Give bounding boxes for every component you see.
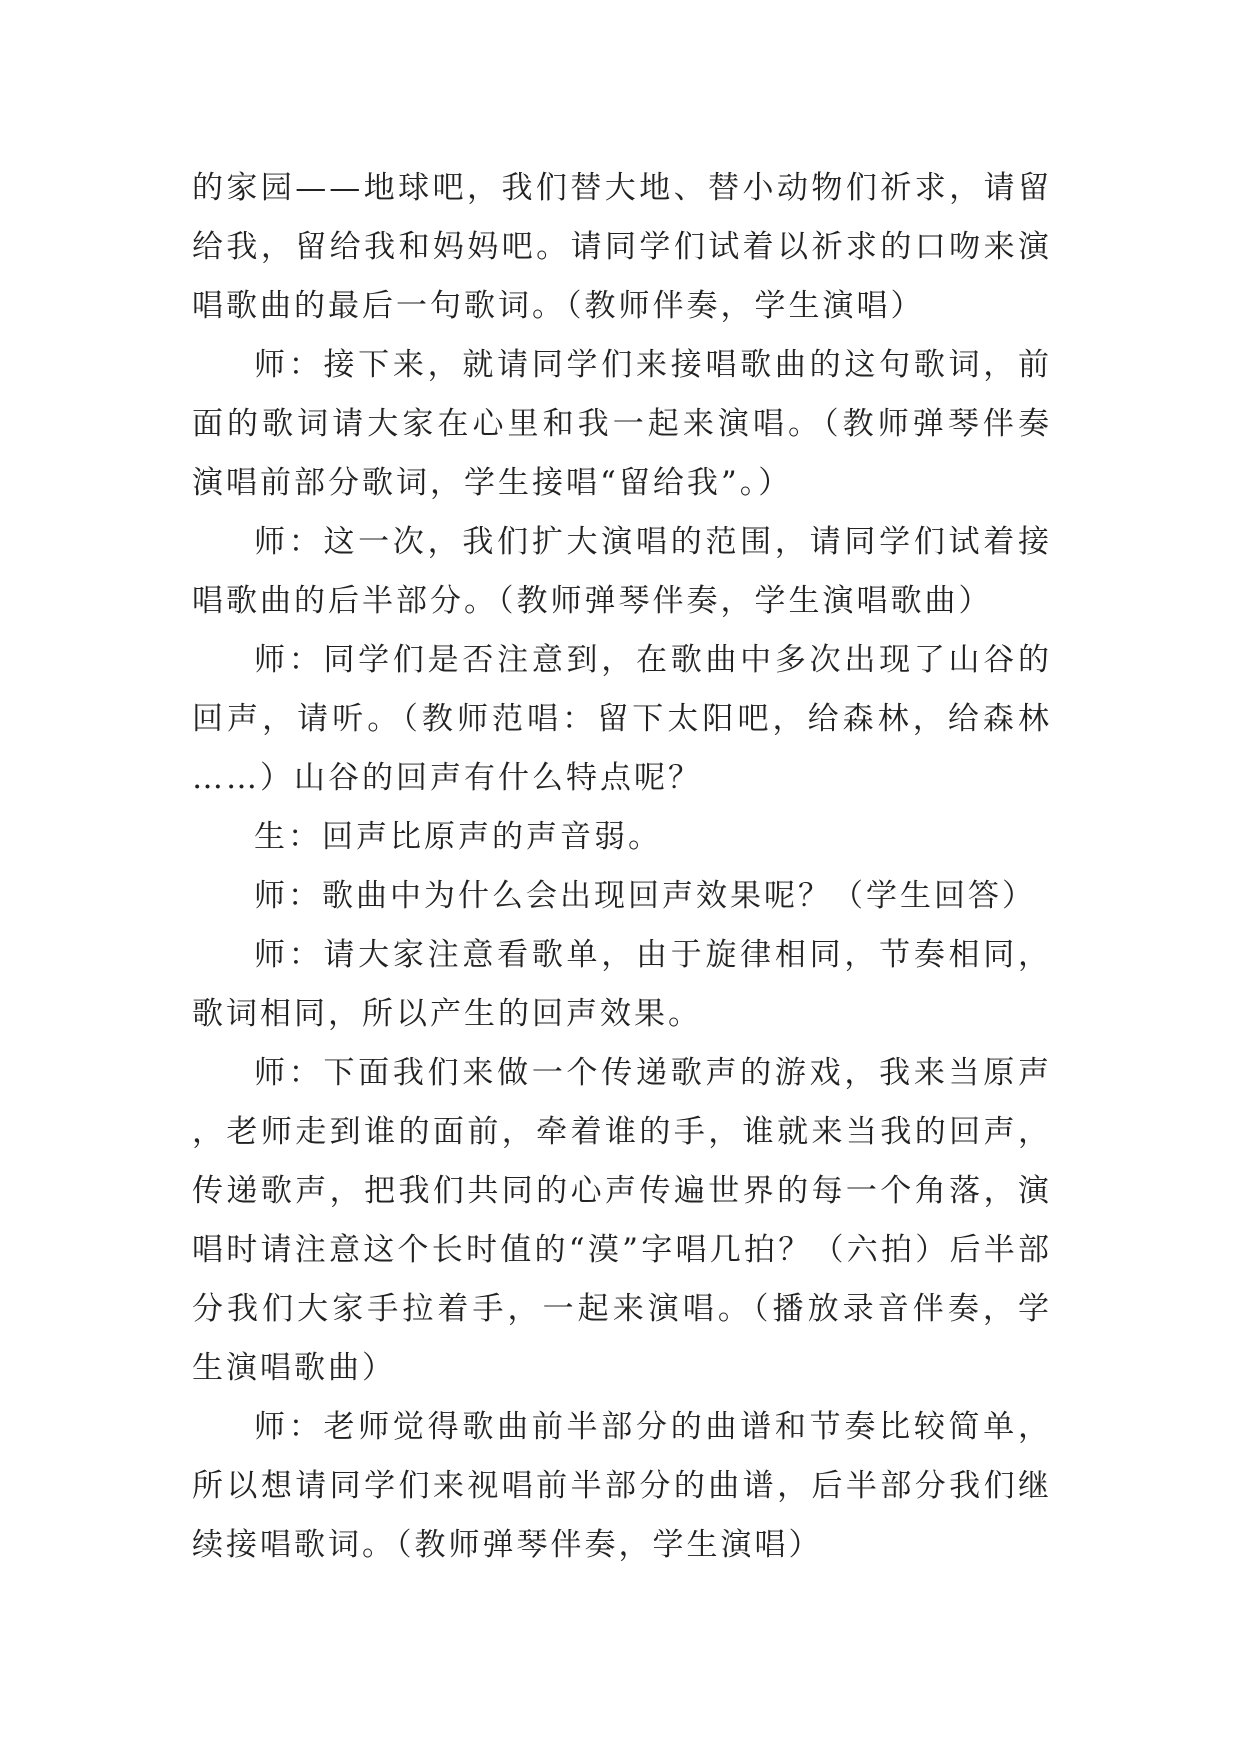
paragraph-4: 师：同学们是否注意到，在歌曲中多次出现了山谷的回声，请听。（教师范唱：留下太阳吧，给森林，给森林……）山谷的回声有什么特点呢？ bbox=[192, 642, 1052, 796]
paragraph-2: 师：接下来，就请同学们来接唱歌曲的这句歌词，前面的歌词请大家在心里和我一起来演唱。（教师弹琴伴奏演唱前部分歌词，学生接唱“留给我”。） bbox=[192, 347, 1052, 501]
paragraph-3: 师：这一次，我们扩大演唱的范围，请同学们试着接唱歌曲的后半部分。（教师弹琴伴奏，学生演唱歌曲） bbox=[192, 524, 1052, 619]
document-body bbox=[192, 159, 1052, 1575]
paragraph-5: 生：回声比原声的声音弱。 bbox=[254, 819, 662, 855]
paragraph-7: 师：请大家注意看歌单，由于旋律相同，节奏相同，歌词相同，所以产生的回声效果。 bbox=[192, 937, 1052, 1032]
paragraph-6: 师：歌曲中为什么会出现回声效果呢？（学生回答） bbox=[254, 878, 1036, 914]
paragraph-8: 师：下面我们来做一个传递歌声的游戏，我来当原声，老师走到谁的面前，牵着谁的手，谁就来当我的回声，传递歌声，把我们共同的心声传遍世界的每一个角落，演唱时请注意这个长时值的“漠”字唱几拍？（六拍）后半部分我们大家手拉着手，一起来演唱。（播放录音伴奏，学生演唱歌曲） bbox=[192, 1055, 1052, 1386]
paragraph-9: 师：老师觉得歌曲前半部分的曲谱和节奏比较简单，所以想请同学们来视唱前半部分的曲谱，后半部分我们继续接唱歌词。（教师弹琴伴奏，学生演唱） bbox=[192, 1409, 1052, 1563]
paragraph-1: 的家园——地球吧，我们替大地、替小动物们祈求，请留给我，留给我和妈妈吧。请同学们试着以祈求的口吻来演唱歌曲的最后一句歌词。（教师伴奏，学生演唱） bbox=[192, 170, 1052, 324]
